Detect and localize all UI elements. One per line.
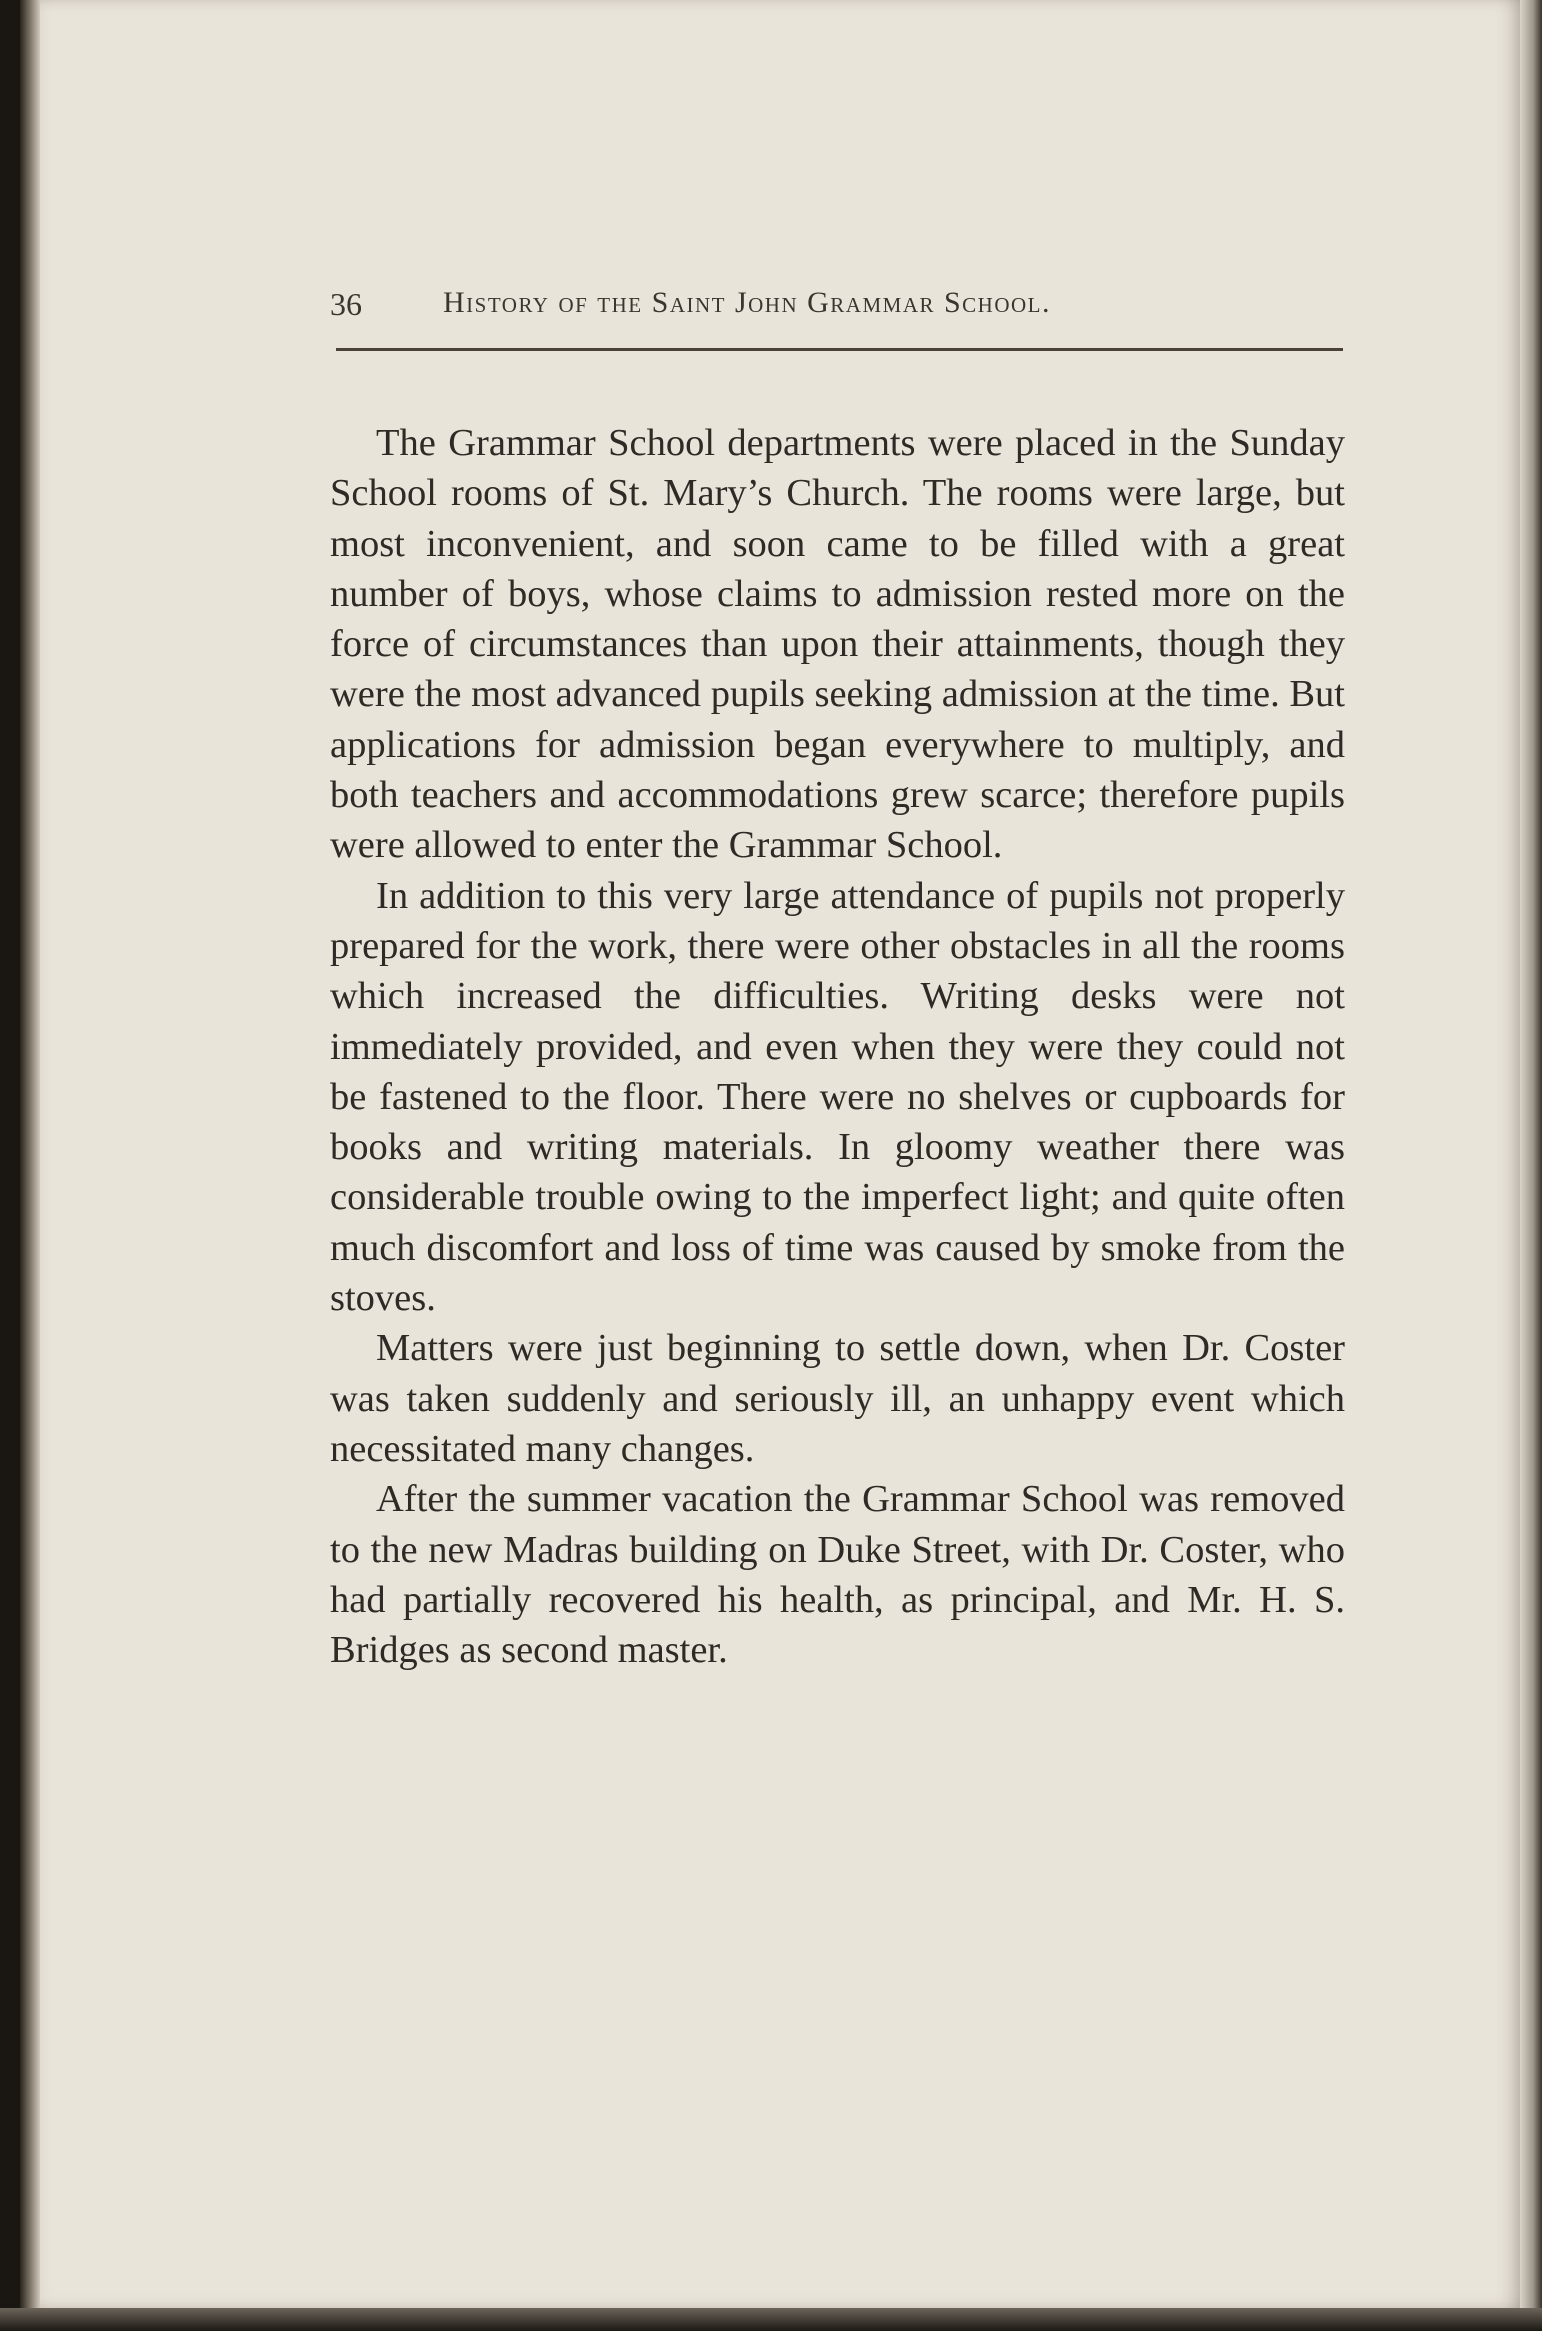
page-edge-bottom	[0, 2308, 1542, 2331]
paragraph: In addition to this very large attendance of pupils not properly prepared for the work, there were other obstacles in all the rooms which increased the difficulties. Writing desks were not immediately provided, and even when they were they could not be fastened to the floor. There were no shelves or cupboards for books and writing materials. In gloomy weather there was considerable trouble owing to the imperfect light; and quite often much discomfort and loss of time was caused by smoke from the stoves.	[330, 874, 1345, 1320]
page-number: 36	[330, 286, 362, 322]
running-header	[330, 282, 1345, 326]
header-rule	[336, 348, 1343, 351]
paragraph: Matters were just beginning to settle down, when Dr. Coster was taken suddenly and seriously ill, an unhappy event which necessitated many changes.	[330, 1327, 1345, 1470]
page-edge-right	[1520, 0, 1542, 2331]
body-text	[330, 418, 1345, 1675]
running-title: History of the Saint John Grammar School.	[443, 286, 1052, 319]
paragraph: The Grammar School departments were placed in the Sunday School rooms of St. Mary’s Church. The rooms were large, but most inconvenient, and soon came to be filled with a great number of boys, whose claims to admission rested more on the force of circumstances than upon their attainments, though they were the most advanced pupils seeking admission at the time. But applications for admission began everywhere to multiply, and both teachers and accommodations grew scarce; therefore pupils were allowed to enter the Grammar School.	[330, 422, 1345, 867]
paragraph: After the summer vacation the Grammar School was removed to the new Madras building on Duke Street, with Dr. Coster, who had partially recovered his health, as principal, and Mr. H. S. Bridges as second master.	[330, 1478, 1345, 1672]
binding-edge	[20, 0, 40, 2308]
